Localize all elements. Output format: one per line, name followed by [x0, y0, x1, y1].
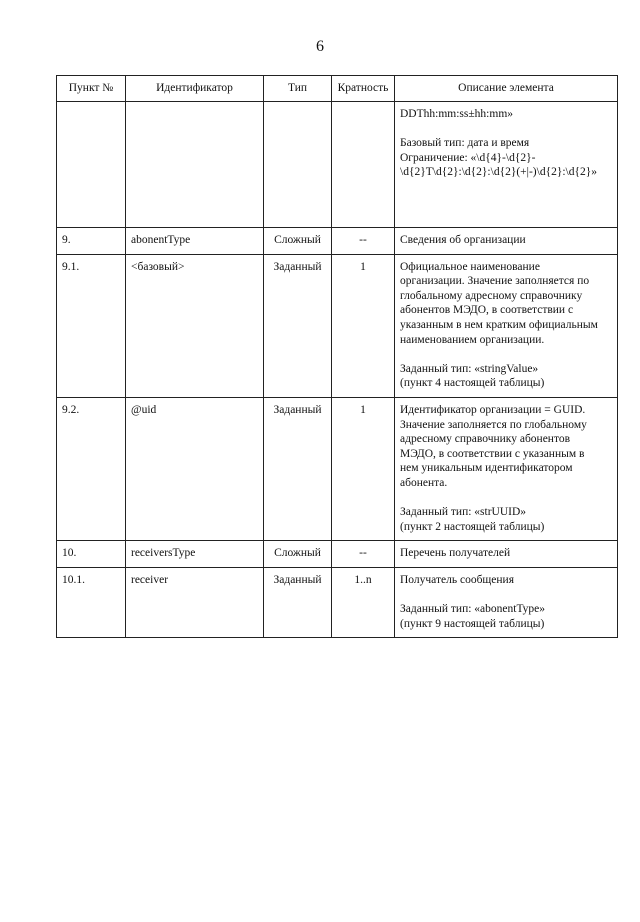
cell-identifier: receiversType — [126, 541, 264, 568]
cell-num: 9. — [57, 228, 126, 255]
desc-line: Заданный тип: «strUUID» — [400, 506, 527, 519]
desc-line: глобальному адресному справочнику — [400, 289, 583, 302]
header-identifier: Идентификатор — [126, 76, 264, 102]
header-type: Тип — [264, 76, 332, 102]
cell-num: 9.1. — [57, 254, 126, 397]
cell-identifier: @uid — [126, 397, 264, 540]
page-number: 6 — [316, 38, 324, 55]
desc-line: нем уникальным идентификатором — [400, 462, 573, 475]
desc-line: указанным в нем кратким официальным — [400, 318, 598, 331]
cell-type: Заданный — [264, 397, 332, 540]
cell-multiplicity: -- — [332, 541, 395, 568]
desc-line: \d{2}T\d{2}:\d{2}:\d{2}(+|-)\d{2}:\d{2}» — [400, 166, 598, 179]
desc-line: Заданный тип: «abonentType» — [400, 603, 546, 616]
table-header-row — [57, 76, 618, 102]
cell-num: 9.2. — [57, 397, 126, 540]
header-description: Описание элемента — [395, 76, 618, 102]
desc-line: (пункт 9 настоящей таблицы) — [400, 617, 545, 630]
desc-line: Получатель сообщения — [400, 573, 514, 586]
desc-line: абонентов МЭДО, в соответствии с — [400, 304, 574, 317]
cell-description — [395, 397, 618, 540]
element-spec-table — [56, 75, 618, 638]
desc-line: Перечень получателей — [400, 547, 511, 560]
cell-description — [395, 102, 618, 228]
cell-num: 10. — [57, 541, 126, 568]
cell-identifier: receiver — [126, 567, 264, 637]
desc-line: организации. Значение заполняется по — [400, 275, 590, 288]
cell-multiplicity: 1 — [332, 397, 395, 540]
cell-type: Заданный — [264, 567, 332, 637]
desc-line: абонента. — [400, 476, 448, 489]
cell-type: Сложный — [264, 541, 332, 568]
desc-line: Сведения об организации — [400, 234, 526, 246]
desc-line: адресному справочнику абонентов — [400, 433, 571, 446]
cell-multiplicity — [332, 102, 395, 228]
table-row — [57, 228, 618, 255]
header-num: Пункт № — [57, 76, 126, 102]
cell-num — [57, 102, 126, 228]
desc-line: наименованием организации. — [400, 333, 545, 346]
cell-identifier: abonentType — [126, 228, 264, 255]
cell-type: Заданный — [264, 254, 332, 397]
cell-multiplicity: 1 — [332, 254, 395, 397]
cell-description — [395, 567, 618, 637]
cell-description — [395, 541, 618, 568]
cell-multiplicity: -- — [332, 228, 395, 255]
cell-multiplicity: 1..n — [332, 567, 395, 637]
desc-line: Официальное наименование — [400, 260, 540, 273]
cell-description — [395, 254, 618, 397]
desc-line: (пункт 2 настоящей таблицы) — [400, 520, 545, 533]
cell-num: 10.1. — [57, 567, 126, 637]
table-row — [57, 102, 618, 228]
desc-line: (пункт 4 настоящей таблицы) — [400, 377, 545, 390]
desc-line: Базовый тип: дата и время — [400, 137, 530, 150]
table-row — [57, 567, 618, 637]
desc-line: Значение заполняется по глобальному — [400, 418, 587, 431]
cell-type — [264, 102, 332, 228]
desc-line: Идентификатор организации = GUID. — [400, 403, 586, 416]
table-row — [57, 397, 618, 540]
desc-line: Заданный тип: «stringValue» — [400, 362, 539, 375]
cell-identifier: <базовый> — [126, 254, 264, 397]
desc-line: DDThh:mm:ss±hh:mm» — [400, 108, 514, 120]
header-multiplicity: Кратность — [332, 76, 395, 102]
table-row — [57, 254, 618, 397]
desc-line: Ограничение: «\d{4}-\d{2}- — [400, 151, 536, 164]
desc-line: МЭДО, в соответствии с указанным в — [400, 447, 585, 460]
table-row — [57, 541, 618, 568]
cell-identifier — [126, 102, 264, 228]
cell-type: Сложный — [264, 228, 332, 255]
cell-description — [395, 228, 618, 255]
